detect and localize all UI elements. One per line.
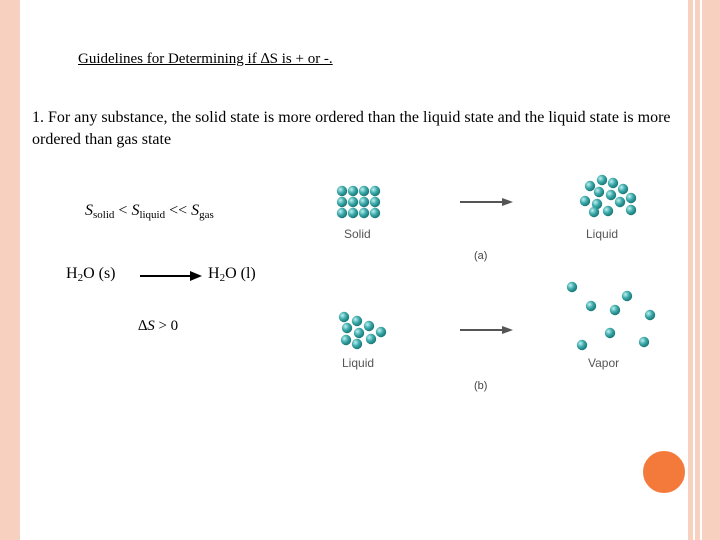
transition-arrow-a [460, 198, 513, 206]
solid-molecules [337, 186, 380, 218]
right-border-line [693, 0, 695, 540]
entropy-order-expression [85, 202, 214, 221]
left-border-bar [0, 0, 20, 540]
delta-s-value: > 0 [154, 318, 179, 334]
state-liquid: (l) [240, 265, 256, 282]
formula-element: O [83, 265, 99, 282]
entropy-symbol: S [131, 202, 140, 219]
panel-b-caption: (b) [474, 380, 488, 392]
delta-s-expression [138, 318, 178, 335]
liquid-molecules-b [339, 312, 386, 349]
subscript-solid: solid [93, 209, 115, 221]
decorative-circle [641, 449, 687, 495]
vapor-label: Vapor [588, 356, 620, 370]
formula-subscript: 2 [219, 272, 226, 284]
formula-element: H [208, 265, 220, 282]
liquid-molecules [580, 175, 636, 217]
right-border-line [700, 0, 702, 540]
subscript-liquid: liquid [139, 209, 166, 221]
reaction-arrow [140, 270, 202, 282]
subscript-gas: gas [199, 209, 214, 221]
operator-less-than: < [114, 202, 132, 219]
entropy-symbol: S [85, 202, 93, 219]
slide-title: Guidelines for Determining if ∆S is + or -. [78, 51, 333, 67]
formula-element: H [66, 265, 78, 282]
solid-label: Solid [344, 227, 371, 241]
transition-arrow-b [460, 326, 513, 334]
panel-a-caption: (a) [474, 250, 488, 262]
formula-subscript: 2 [77, 272, 84, 284]
liquid-label-b: Liquid [342, 356, 375, 370]
vapor-molecules [567, 282, 655, 350]
product-formula [208, 265, 256, 284]
operator-much-less-than: << [165, 202, 192, 219]
phase-change-figure [320, 165, 665, 400]
entropy-symbol: S [147, 318, 155, 334]
delta-symbol: ∆ [138, 318, 148, 334]
entropy-symbol: S [191, 202, 200, 219]
rule-text: 1. For any substance, the solid state is more ordered than the liquid state and the liquid state is more ordered than gas state [32, 109, 671, 148]
liquid-label: Liquid [586, 227, 619, 241]
reactant-formula [66, 265, 116, 284]
formula-element: O [225, 265, 241, 282]
state-solid: (s) [98, 265, 116, 282]
